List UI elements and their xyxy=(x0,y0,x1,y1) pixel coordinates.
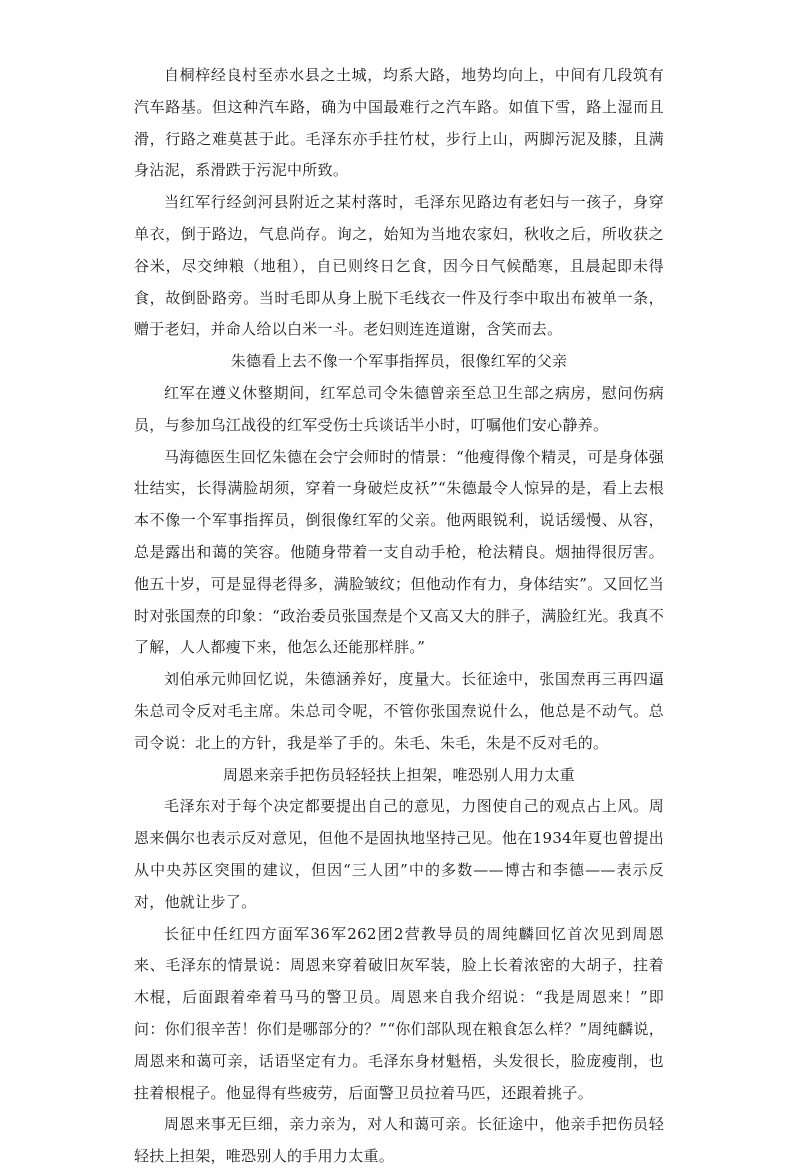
section-heading: 周恩来亲手把伤员轻轻扶上担架，唯恐别人用力太重 xyxy=(223,765,575,784)
paragraph: 刘伯承元帅回忆说，朱德涵养好，度量大。长征途中，张国焘再三再四逼朱总司令反对毛主席。朱总司令呢，不管你张国焘说什么，他总是不动气。总司令说：北上的方针，我是举了手的。朱毛、朱毛，朱是不反对毛的。 xyxy=(134,670,664,752)
section-heading: 朱德看上去不像一个军事指挥员，很像红军的父亲 xyxy=(230,352,568,371)
paragraph: 毛泽东对于每个决定都要提出自己的意见，力图使自己的观点占上风。周恩来偶尔也表示反对意见，但他不是固执地坚持己见。他在1934年夏也曾提出从中央苏区突围的建议，但因“三人团”中的多数——博古和李德——表示反对，他就让步了。 xyxy=(134,797,664,911)
paragraph: 当红军行经剑河县附近之某村落时，毛泽东见路边有老妇与一孩子，身穿单衣，倒于路边，气息尚存。询之，始知为当地农家妇，秋收之后，所收获之谷米，尽交绅粮（地租），自已则终日乞食，因今日气候酷寒，且晨起即未得食，故倒卧路旁。当时毛即从身上脱下毛线衣一件及行李中取出布被单一条，赠于老妇，并命人给以白米一斗。老妇则连连道谢，含笑而去。 xyxy=(134,193,664,339)
paragraph: 马海德医生回忆朱德在会宁会师时的情景：“他瘦得像个精灵，可是身体强壮结实，长得满脸胡须，穿着一身破烂皮袄”“朱德最令人惊异的是，看上去根本不像一个军事指挥员，倒很像红军的父亲。他两眼锐利，说话缓慢、从容，总是露出和蔼的笑容。他随身带着一支自动手枪，枪法精良。烟抽得很厉害。他五十岁，可是显得老得多，满脸皱纹；但他动作有力，身体结实”。又回忆当时对张国焘的印象：“政治委员张国焘是个又高又大的胖子，满脸红光。我真不了解，人人都瘦下来，他怎么还能那样胖。” xyxy=(134,447,664,657)
paragraph: 长征中任红四方面军36军262团2营教导员的周纯麟回忆首次见到周恩来、毛泽东的情景说：周恩来穿着破旧灰军装，脸上长着浓密的大胡子，拄着木棍，后面跟着牵着马马的警卫员。周恩来自我介绍说：“我是周恩来！”即问：你们很辛苦！你们是哪部分的？”“你们部队现在粮食怎么样？”周纯麟说，周恩来和蔼可亲，话语坚定有力。毛泽东身材魁梧，头发很长，脸庞瘦削，也拄着根棍子。他显得有些疲劳，后面警卫员拉着马匹，还跟着挑子。 xyxy=(134,924,664,1102)
paragraph: 周恩来事无巨细，亲力亲为，对人和蔼可亲。长征途中，他亲手把伤员轻轻扶上担架，唯恐别人的手用力太重。 xyxy=(134,1115,664,1166)
paragraph: 自桐梓经良村至赤水县之土城，均系大路，地势均向上，中间有几段筑有汽车路基。但这种汽车路，确为中国最难行之汽车路。如值下雪，路上湿而且滑，行路之难莫甚于此。毛泽东亦手拄竹杖，步行上山，两脚污泥及膝，且满身沾泥，系滑跌于污泥中所致。 xyxy=(134,66,664,180)
paragraph: 红军在遵义休整期间，红军总司令朱德曾亲至总卫生部之病房，慰问伤病员，与参加乌江战役的红军受伤士兵谈话半小时，叮嘱他们安心静养。 xyxy=(134,383,664,434)
document-body xyxy=(134,60,664,1173)
